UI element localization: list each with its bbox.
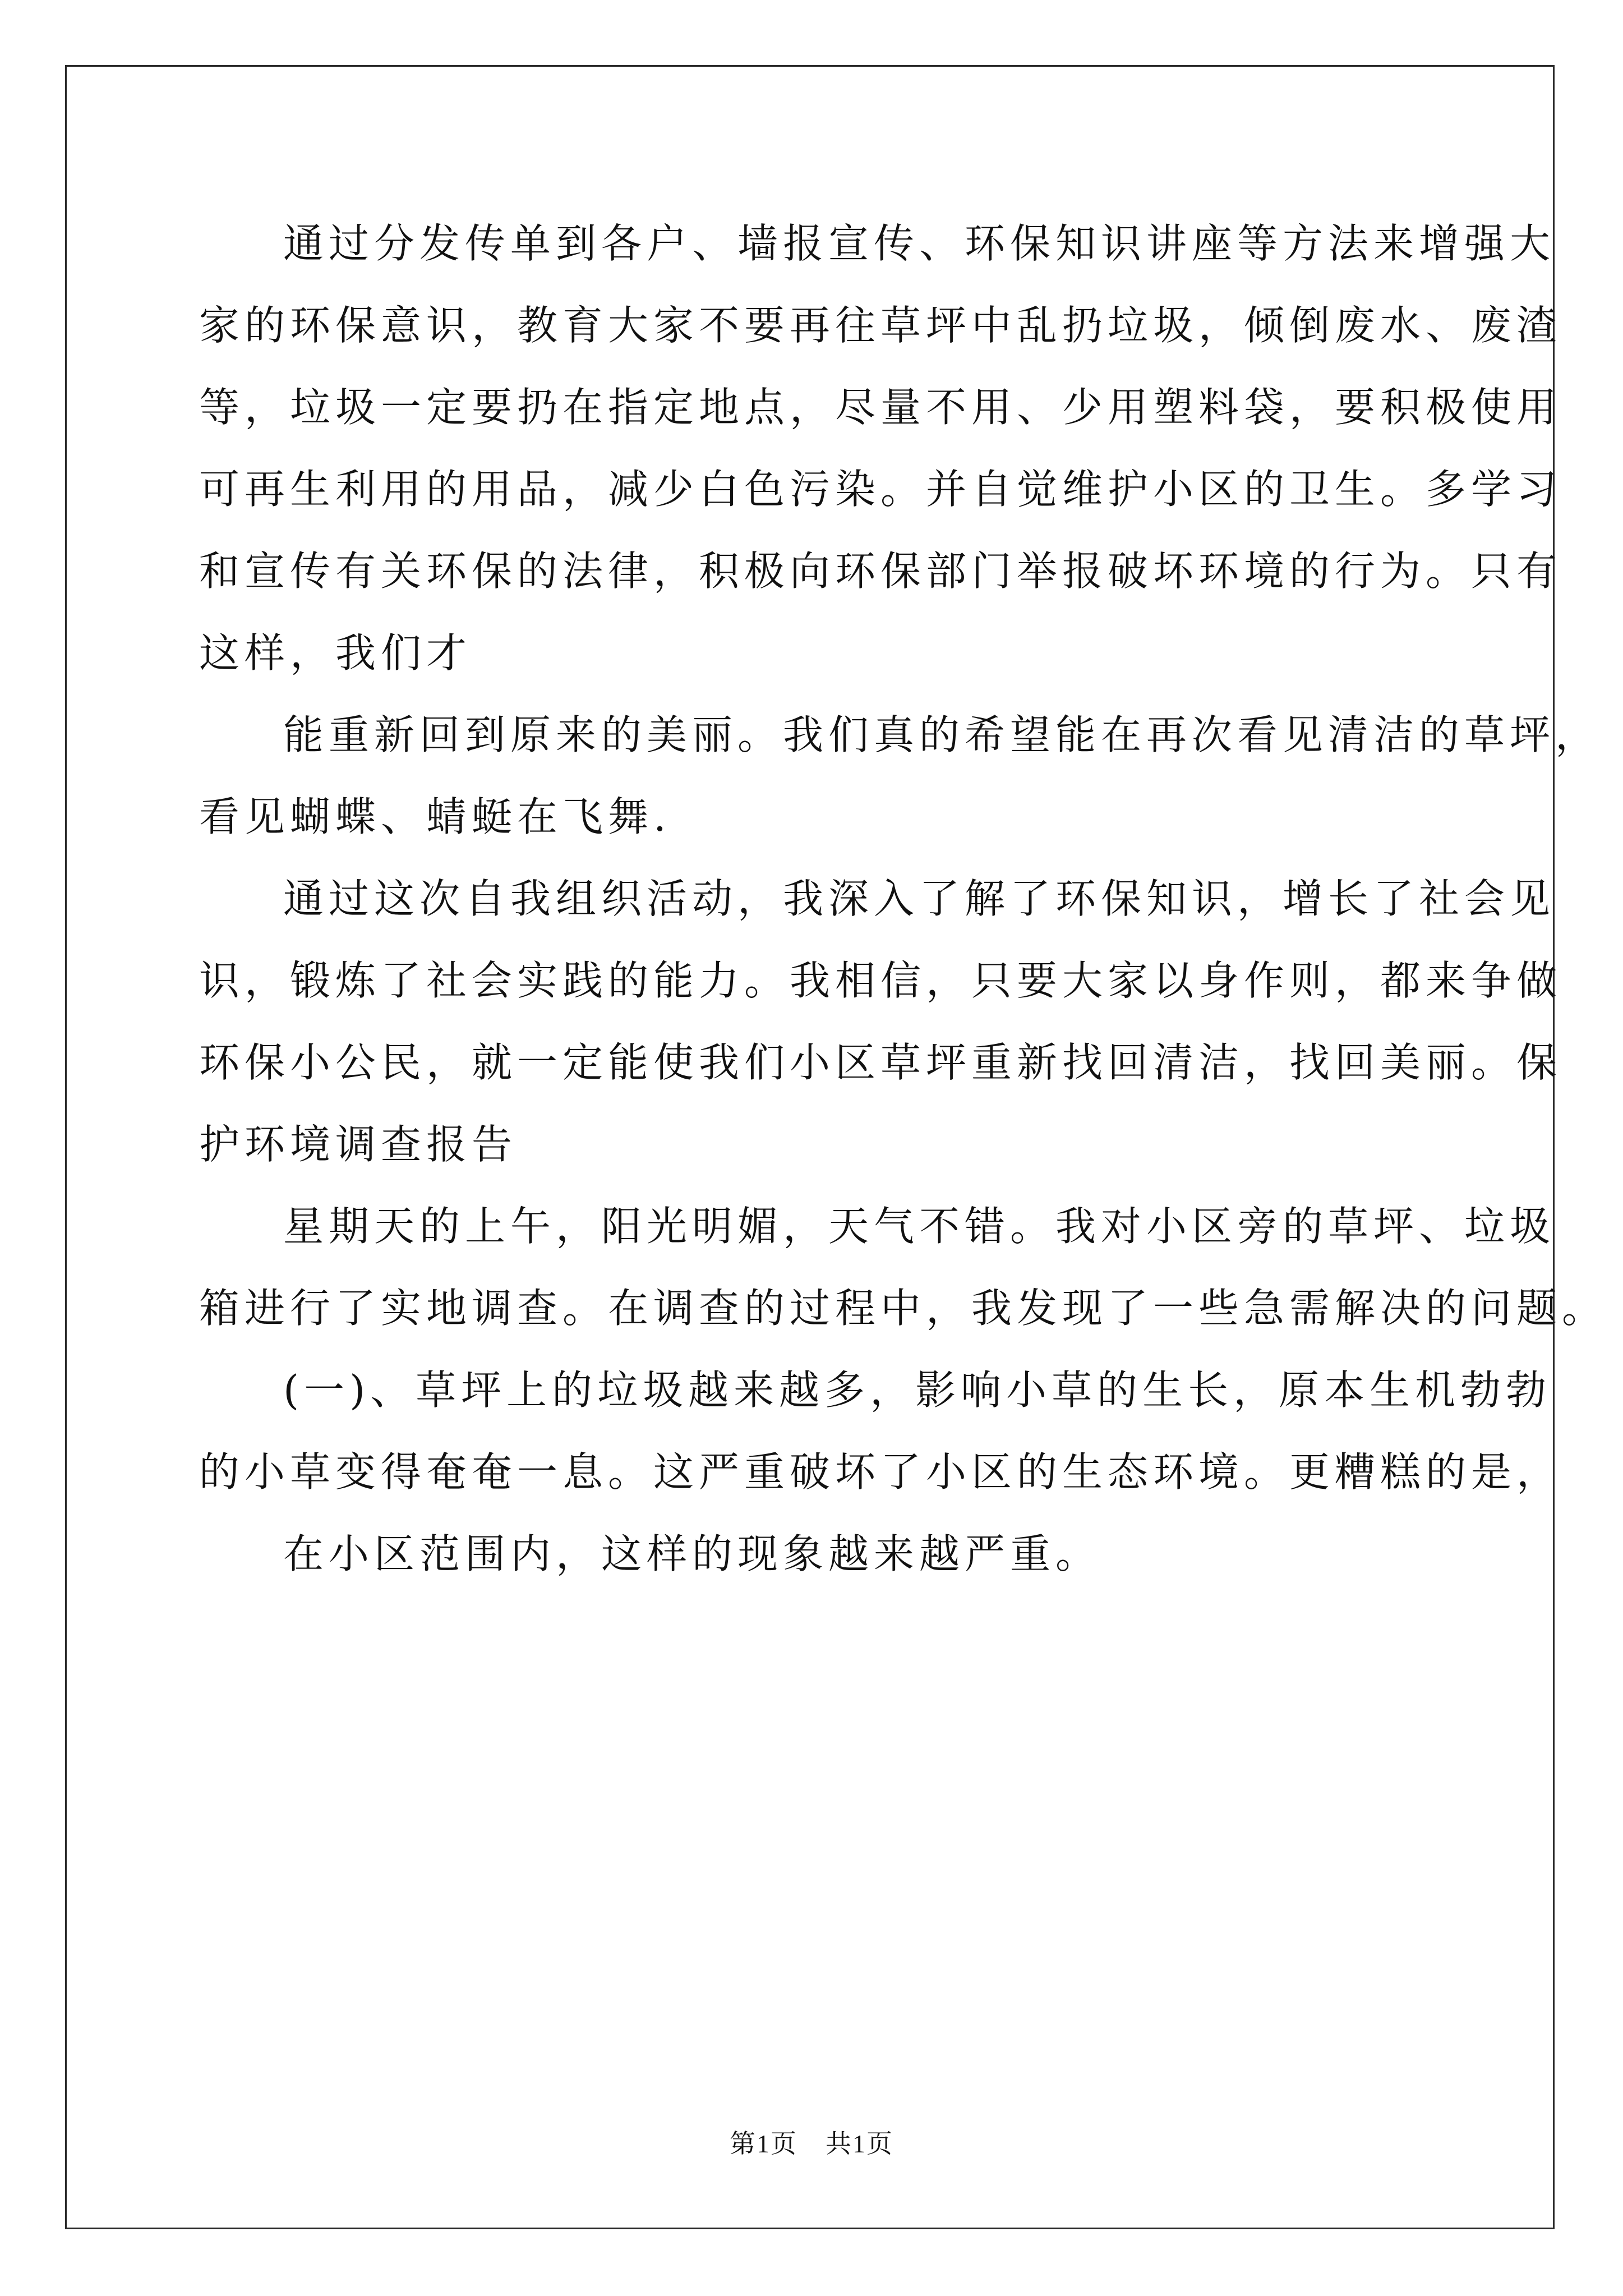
text-line: 和宣传有关环保的法律，积极向环保部门举报破坏环境的行为。只有 — [199, 547, 1562, 595]
text-line: 通过这次自我组织活动，我深入了解了环保知识，增长了社会见 — [283, 875, 1556, 922]
text-line: 可再生利用的用品，减少白色污染。并自觉维护小区的卫生。多学习 — [199, 466, 1562, 513]
text-line: 识，锻炼了社会实践的能力。我相信，只要大家以身作则，都来争做 — [199, 957, 1562, 1004]
text-line: 家的环保意识，教育大家不要再往草坪中乱扔垃圾，倾倒废水、废渣 — [199, 302, 1562, 349]
text-line: 护环境调查报告 — [199, 1121, 518, 1168]
text-line: 这样，我们才 — [199, 629, 472, 677]
text-line: 通过分发传单到各户、墙报宣传、环保知识讲座等方法来增强大 — [283, 220, 1556, 267]
text-line: 箱进行了实地调查。在调查的过程中，我发现了一些急需解决的问题。 — [199, 1285, 1608, 1332]
text-line: 在小区范围内，这样的现象越来越严重。 — [283, 1530, 1101, 1577]
text-line: 环保小公民，就一定能使我们小区草坪重新找回清洁，找回美丽。保 — [199, 1039, 1562, 1086]
text-line: 的小草变得奄奄一息。这严重破坏了小区的生态环境。更糟糕的是， — [199, 1448, 1562, 1496]
page-number-total: 共1页 — [826, 2129, 893, 2158]
text-line: (一)、草坪上的垃圾越来越多，影响小草的生长，原本生机勃勃 — [283, 1366, 1552, 1414]
text-line: 星期天的上午，阳光明媚，天气不错。我对小区旁的草坪、垃圾 — [283, 1203, 1556, 1250]
text-line: 能重新回到原来的美丽。我们真的希望能在再次看见清洁的草坪， — [283, 711, 1601, 758]
text-line: 等，垃圾一定要扔在指定地点，尽量不用、少用塑料袋，要积极使用 — [199, 384, 1562, 431]
page-footer — [0, 2127, 1623, 2161]
text-line: 看见蝴蝶、蜻蜓在飞舞. — [199, 793, 671, 840]
page-number-current: 第1页 — [730, 2129, 797, 2158]
